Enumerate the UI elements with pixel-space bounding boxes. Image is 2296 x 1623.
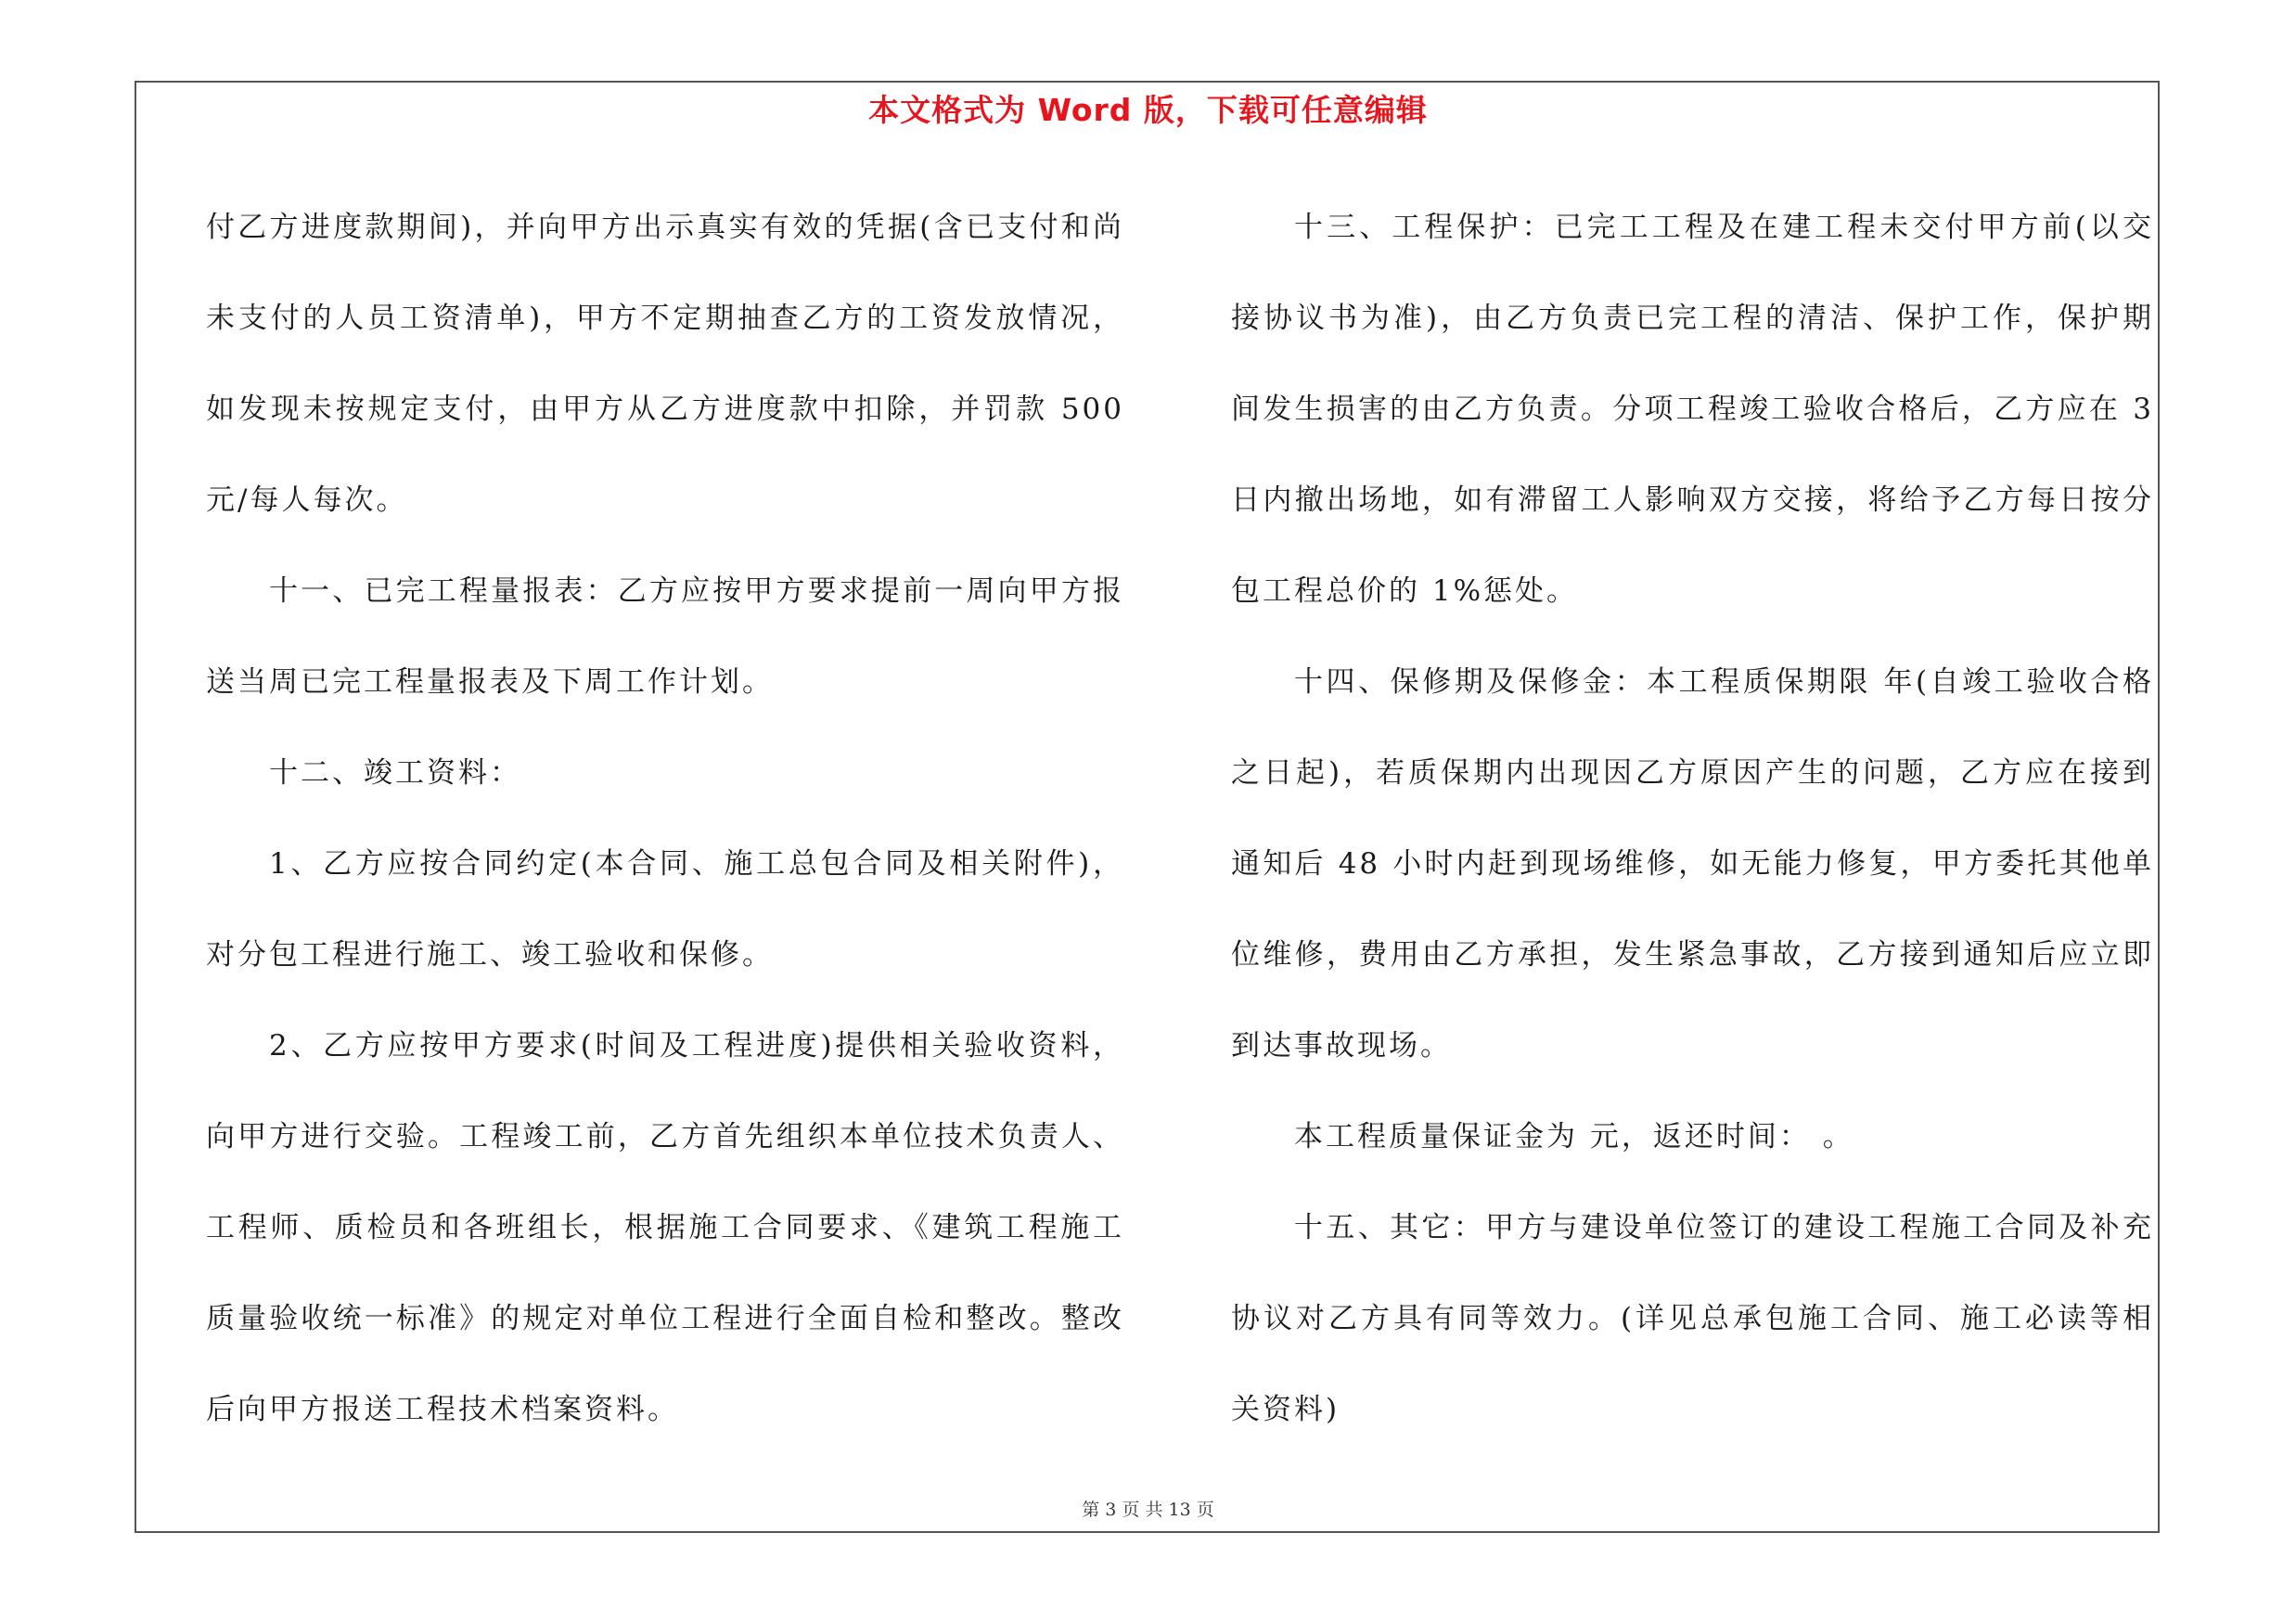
format-banner: 本文格式为 Word 版，下载可任意编辑 (868, 92, 1428, 128)
right-column (1231, 182, 2154, 1455)
paragraph: 付乙方进度款期间)，并向甲方出示真实有效的凭据(含已支付和尚未支付的人员工资清单)，甲方不定期抽查乙方的工资发放情况，如发现未按规定支付，由甲方从乙方进度款中扣除，并罚款 500 元/每人每次。 (206, 211, 1124, 517)
paragraph: 十一、已完工程量报表：乙方应按甲方要求提前一周向甲方报送当周已完工程量报表及下周工作计划。 (206, 574, 1124, 699)
left-column (206, 182, 1124, 1455)
paragraph: 2、乙方应按甲方要求(时间及工程进度)提供相关验收资料，向甲方进行交验。工程竣工前，乙方首先组织本单位技术负责人、工程师、质检员和各班组长，根据施工合同要求、《建筑工程施工质量验收统一标准》的规定对单位工程进行全面自检和整改。整改后向甲方报送工程技术档案资料。 (206, 1029, 1124, 1426)
paragraph: 十五、其它：甲方与建设单位签订的建设工程施工合同及补充协议对乙方具有同等效力。(详见总承包施工合同、施工必读等相关资料) (1231, 1211, 2154, 1426)
page-number: 第 3 页 共 13 页 (1082, 1500, 1214, 1520)
paragraph: 十三、工程保护：已完工工程及在建工程未交付甲方前(以交接协议书为准)，由乙方负责已完工程的清洁、保护工作，保护期间发生损害的由乙方负责。分项工程竣工验收合格后，乙方应在 3 日内撤出场地，如有滞留工人影响双方交接，将给予乙方每日按分包工程总价的 1%惩处。 (1231, 211, 2154, 608)
paragraph: 十四、保修期及保修金：本工程质保期限 年(自竣工验收合格之日起)，若质保期内出现因乙方原因产生的问题，乙方应在接到通知后 48 小时内赶到现场维修，如无能力修复，甲方委托其他单位维修，费用由乙方承担，发生紧急事故，乙方接到通知后应立即到达事故现场。 (1231, 665, 2154, 1063)
paragraph: 本工程质量保证金为 元，返还时间： 。 (1294, 1120, 1854, 1153)
paragraph: 十二、竣工资料： (269, 756, 521, 790)
paragraph: 1、乙方应按合同约定(本合同、施工总包合同及相关附件)，对分包工程进行施工、竣工验收和保修。 (206, 847, 1124, 972)
